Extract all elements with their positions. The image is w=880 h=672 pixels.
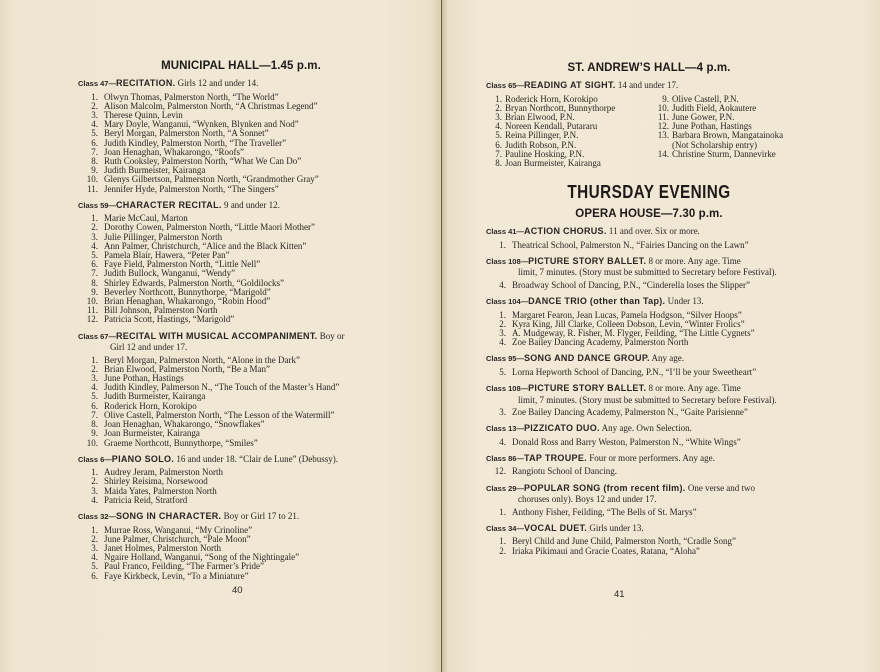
entry-number: 1. bbox=[91, 354, 98, 365]
entry-text: Roderick Horn, Korokipo bbox=[505, 93, 598, 104]
class-title: PICTURE STORY BALLET. bbox=[528, 255, 647, 266]
entry-text: Iriaka Pikimaui and Gracie Coates, Ratana, “Aloha” bbox=[512, 545, 700, 556]
entry-number: 12. bbox=[657, 121, 669, 132]
entry-text: Beryl Child and June Child, Palmerston North, “Cradle Song” bbox=[512, 536, 736, 547]
entry-number: 4. bbox=[91, 119, 98, 130]
entry-text: (Not Scholarship entry) bbox=[671, 139, 757, 150]
list-item bbox=[78, 185, 404, 194]
list-item bbox=[486, 467, 812, 476]
entry-number: 1. bbox=[499, 309, 506, 320]
entry-text: Faye Field, Palmerston North, “Little Nell” bbox=[104, 259, 261, 270]
entry-number: 9. bbox=[91, 428, 98, 439]
entry-text: June Palmer, Christchurch, “Pale Moon” bbox=[104, 533, 251, 544]
entry-number: 1. bbox=[499, 536, 506, 547]
entry-number: 4. bbox=[499, 279, 506, 290]
entry-number: 8. bbox=[91, 155, 98, 166]
class-heading bbox=[78, 511, 404, 523]
entry-number: 5. bbox=[91, 250, 98, 261]
entry-text: Bill Johnson, Palmerston North bbox=[104, 305, 218, 316]
entry-number: 9. bbox=[91, 286, 98, 297]
entry-text: Faye Kirkbeck, Levin, “To a Miniature” bbox=[104, 570, 249, 581]
entry-text: A. Mudgeway, R. Fisher, M. Flyger, Feilding, “The Little Cygnets” bbox=[512, 327, 755, 338]
entry-list bbox=[486, 467, 812, 476]
reading-entries bbox=[486, 95, 812, 169]
class-description: 14 and under 17. bbox=[617, 80, 679, 90]
entry-text: Glenys Gilbertson, Palmerston North, “Grandmother Gray” bbox=[104, 174, 319, 185]
class-heading bbox=[486, 256, 812, 278]
list-item bbox=[486, 338, 812, 347]
class-number: Class 59— bbox=[78, 200, 116, 210]
entry-text: Judith Kindley, Palmerson N., “The Touch of the Master’s Hand” bbox=[104, 382, 340, 393]
class-description: Girls under 13. bbox=[589, 522, 644, 533]
class-heading bbox=[486, 353, 812, 365]
class-heading bbox=[78, 454, 404, 466]
entry-text: June Pothan, Hastings bbox=[671, 121, 752, 132]
class-title: VOCAL DUET. bbox=[523, 522, 588, 533]
entry-number: 1. bbox=[495, 93, 502, 104]
entry-text: Judith Burmeister, Kairanga bbox=[104, 165, 206, 176]
entry-text: Reina Pillinger, P.N. bbox=[505, 130, 579, 141]
class-title: ACTION CHORUS. bbox=[523, 226, 607, 237]
class-number: Class 32— bbox=[78, 512, 116, 522]
entry-text: Brian Henaghan, Whakarongo, “Robin Hood” bbox=[104, 296, 271, 307]
entry-number: 12. bbox=[494, 466, 506, 477]
entry-text: Julie Pillinger, Palmerston North bbox=[104, 231, 223, 242]
right-page bbox=[442, 0, 880, 672]
entry-number: 2. bbox=[91, 476, 98, 487]
entry-number: 6. bbox=[91, 570, 98, 581]
class-title: TAP TROUPE. bbox=[523, 452, 587, 463]
class-title: SONG IN CHARACTER. bbox=[115, 511, 222, 522]
entry-text: Pauline Hosking, P.N. bbox=[505, 148, 585, 159]
entry-list bbox=[78, 526, 404, 581]
entry-text: Christine Sturm, Dannevirke bbox=[671, 148, 776, 159]
class-description: Boy or bbox=[319, 330, 345, 341]
entry-number: 8. bbox=[91, 277, 98, 288]
class-description: 16 and under 18. “Clair de Lune” (Debussy). bbox=[176, 453, 339, 464]
entry-number: 2. bbox=[91, 222, 98, 233]
entry-text: Margaret Fearon, Jean Lucas, Pamela Hodgson, “Silver Hoops” bbox=[512, 309, 742, 320]
entry-number: 11. bbox=[87, 183, 98, 194]
entry-number: 6. bbox=[91, 400, 98, 411]
entry-text: Brian Elwood, P.N. bbox=[505, 111, 575, 122]
entry-number: 4. bbox=[91, 494, 98, 505]
entry-list bbox=[486, 508, 812, 517]
class-title: PIANO SOLO. bbox=[111, 453, 175, 464]
class-number: Class 65— bbox=[486, 81, 524, 90]
class-number: Class 13— bbox=[486, 424, 524, 434]
entry-number: 14. bbox=[657, 148, 669, 159]
entry-number: 10. bbox=[86, 296, 98, 307]
entry-text: Rangiotu School of Dancing. bbox=[512, 466, 617, 477]
list-item bbox=[486, 241, 812, 250]
entry-list bbox=[486, 408, 812, 417]
class-description: Boy or Girl 17 to 21. bbox=[223, 511, 300, 522]
entry-number: 3. bbox=[91, 231, 98, 242]
class-description-continued: Girl 12 and under 17. bbox=[110, 342, 188, 353]
entry-number: 5. bbox=[91, 128, 98, 139]
list-item bbox=[653, 150, 812, 159]
entry-text: Marie McCaul, Marton bbox=[104, 213, 188, 224]
list-item bbox=[486, 438, 812, 447]
class-heading bbox=[486, 423, 812, 435]
entry-text: Audrey Jeram, Palmerston North bbox=[104, 467, 223, 478]
entry-list bbox=[486, 281, 812, 290]
entry-text: Ann Palmer, Christchurch, “Alice and the Black Kitten” bbox=[104, 240, 307, 251]
class-title: DANCE TRIO (other than Tap). bbox=[528, 296, 666, 307]
entry-number: 3. bbox=[91, 109, 98, 120]
entry-number: 2. bbox=[91, 533, 98, 544]
entry-text: Pamela Blair, Hawera, “Peter Pan” bbox=[104, 250, 230, 261]
entry-text: Barbara Brown, Mangatainoka bbox=[671, 130, 784, 141]
class-number: Class 104— bbox=[486, 297, 529, 307]
entry-text: Broadway School of Dancing, P.N., “Cinderella loses the Slipper” bbox=[512, 279, 750, 290]
entry-number: 2. bbox=[495, 102, 502, 113]
entry-text: Olive Castell, P.N. bbox=[671, 93, 739, 104]
class-heading bbox=[486, 226, 812, 238]
entry-list-column-1 bbox=[486, 95, 653, 169]
class-number: Class 6— bbox=[78, 454, 112, 464]
entry-number: 4. bbox=[91, 552, 98, 563]
entry-list bbox=[486, 537, 812, 555]
class-description-continued: limit, 7 minutes. (Story must be submitted to Secretary before Festival). bbox=[518, 394, 777, 405]
entry-number: 3. bbox=[91, 485, 98, 496]
entry-text: Brian Elwood, Palmerston North, “Be a Man” bbox=[104, 363, 270, 374]
entry-number: 1. bbox=[91, 524, 98, 535]
class-title: PIZZICATO DUO. bbox=[523, 423, 600, 434]
entry-text: Therese Quinn, Levin bbox=[104, 109, 183, 120]
class-title: READING AT SIGHT. bbox=[523, 80, 616, 90]
class-heading bbox=[486, 483, 812, 505]
entry-list bbox=[486, 241, 812, 250]
entry-list bbox=[78, 214, 404, 324]
list-item bbox=[78, 572, 404, 581]
entry-number: 12. bbox=[86, 314, 98, 325]
list-item bbox=[486, 508, 812, 517]
entry-text: Janet Holmes, Palmerston North bbox=[104, 542, 221, 553]
class-description: 8 or more. Any age. Time bbox=[648, 383, 741, 394]
entry-text: Beryl Morgan, Palmerston North, “A Sonnet” bbox=[104, 128, 269, 139]
class-title: PICTURE STORY BALLET. bbox=[528, 383, 647, 394]
entry-number: 3. bbox=[91, 373, 98, 384]
entry-text: Patricia Reid, Stratford bbox=[104, 494, 188, 505]
entry-text: Joan Henaghan, Whakarongo, “Snowflakes” bbox=[104, 419, 265, 430]
entry-number: 2. bbox=[499, 545, 506, 556]
entry-text: Paul Franco, Feilding, “The Farmer’s Pride” bbox=[104, 561, 265, 572]
class-number: Class 47— bbox=[78, 79, 116, 88]
entry-text: Dorothy Cowen, Palmerston North, “Little Maori Mother” bbox=[104, 222, 315, 233]
entry-text: Beverley Northcott, Bunnythorpe, “Marigold” bbox=[104, 286, 271, 297]
entry-number: 4. bbox=[499, 337, 506, 348]
class-heading bbox=[486, 453, 812, 465]
entry-text: Noreen Kendall, Putararu bbox=[505, 121, 598, 132]
entry-text: Zoe Bailey Dancing Academy, Palmerston N., “Gaite Parisienne” bbox=[512, 407, 748, 418]
entry-text: Zoe Bailey Dancing Academy, Palmerston North bbox=[512, 337, 689, 348]
entry-text: Kyra King, Jill Clarke, Colleen Dobson, Levin, “Winter Frolics” bbox=[512, 318, 745, 329]
entry-text: Olive Castell, Palmerston North, “The Lesson of the Watermill” bbox=[104, 409, 335, 420]
list-item bbox=[78, 439, 404, 448]
entry-number: 3. bbox=[499, 327, 506, 338]
entry-number: 7. bbox=[91, 268, 98, 279]
class-description-continued: limit, 7 minutes. (Story must be submitted to Secretary before Festival). bbox=[518, 267, 777, 278]
page-number: 40 bbox=[232, 585, 243, 596]
entry-text: June Gower, P.N. bbox=[671, 111, 735, 122]
entry-number: 10. bbox=[86, 437, 98, 448]
entry-list bbox=[486, 438, 812, 447]
entry-text: Olwyn Thomas, Palmerston North, “The World” bbox=[104, 91, 279, 102]
entry-text: Joan Burmeister, Kairanga bbox=[505, 157, 601, 168]
entry-number: 4. bbox=[495, 121, 502, 132]
entry-text: Donald Ross and Barry Weston, Palmerston N., “White Wings” bbox=[512, 436, 741, 447]
evening-heading: THURSDAY EVENING bbox=[567, 182, 731, 203]
entry-text: Anthony Fisher, Feilding, “The Bells of St. Marys” bbox=[512, 506, 697, 517]
entry-number: 5. bbox=[91, 391, 98, 402]
class-heading bbox=[486, 523, 812, 535]
entry-number: 7. bbox=[495, 148, 502, 159]
list-item bbox=[78, 315, 404, 324]
entry-number: 3. bbox=[495, 111, 502, 122]
class-description-continued: choruses only). Boys 12 and under 17. bbox=[518, 494, 657, 505]
entry-text: June Pothan, Hastings bbox=[104, 373, 184, 384]
right-page-content bbox=[486, 62, 812, 562]
entry-text: Maida Yates, Palmerston North bbox=[104, 485, 217, 496]
entry-number: 1. bbox=[91, 91, 98, 102]
left-page-content bbox=[78, 60, 404, 587]
class-description: 9 and under 12. bbox=[223, 199, 280, 210]
entry-text: Patricia Scott, Hastings, “Marigold” bbox=[104, 314, 235, 325]
entry-number: 6. bbox=[495, 139, 502, 150]
entry-text: Judith Bullock, Wanganui, “Wendy” bbox=[104, 268, 236, 279]
class-title: CHARACTER RECITAL. bbox=[115, 199, 222, 210]
hall-heading: OPERA HOUSE—7.30 p.m. bbox=[575, 208, 723, 221]
entry-number: 10. bbox=[657, 102, 669, 113]
class-number: Class 41— bbox=[486, 227, 524, 237]
entry-number: 6. bbox=[91, 137, 98, 148]
entry-text: Beryl Morgan, Palmerston North, “Alone in the Dark” bbox=[104, 354, 301, 365]
class-heading bbox=[78, 200, 404, 212]
entry-list bbox=[78, 356, 404, 448]
entry-text: Ruth Cooksley, Palmerston North, “What We Can Do” bbox=[104, 155, 302, 166]
page-number: 41 bbox=[614, 589, 625, 600]
entry-number: 3. bbox=[499, 407, 506, 418]
class-heading bbox=[486, 80, 812, 92]
entry-number: 5. bbox=[495, 130, 502, 141]
evening-classes bbox=[486, 226, 812, 556]
entry-number: 2. bbox=[499, 318, 506, 329]
entry-text: Lorna Hepworth School of Dancing, P.N., “I’ll be your Sweetheart” bbox=[512, 366, 757, 377]
class-number: Class 108— bbox=[486, 384, 529, 394]
entry-number: 1. bbox=[91, 213, 98, 224]
entry-list bbox=[486, 311, 812, 348]
entry-number: 13. bbox=[657, 130, 669, 141]
class-number: Class 86— bbox=[486, 453, 524, 463]
entry-number: 7. bbox=[91, 146, 98, 157]
class-description: Four or more performers. Any age. bbox=[589, 452, 715, 463]
entry-number: 5. bbox=[91, 561, 98, 572]
entry-list bbox=[78, 468, 404, 505]
class-description: 11 and over. Six or more. bbox=[608, 226, 700, 237]
entry-number: 4. bbox=[499, 436, 506, 447]
entry-number: 11. bbox=[87, 305, 98, 316]
entry-number: 1. bbox=[499, 506, 506, 517]
entry-text: Shirley Reisima, Norsewood bbox=[104, 476, 208, 487]
list-item bbox=[486, 547, 812, 556]
list-item bbox=[78, 496, 404, 505]
entry-text: Joan Burmeister, Kairanga bbox=[104, 428, 200, 439]
entry-number: 7. bbox=[91, 409, 98, 420]
entry-text: Jennifer Hyde, Palmerston North, “The Singers” bbox=[104, 183, 279, 194]
class-description: Any age. bbox=[651, 353, 685, 364]
entry-number: 3. bbox=[91, 542, 98, 553]
class-heading bbox=[78, 331, 404, 353]
entry-text: Murrae Ross, Wanganui, “My Crinoline” bbox=[104, 524, 253, 535]
entry-number: 4. bbox=[91, 382, 98, 393]
class-number: Class 95— bbox=[486, 354, 524, 364]
entry-number: 11. bbox=[658, 111, 669, 122]
class-description: Under 13. bbox=[667, 296, 704, 307]
entry-text: Bryan Northcott, Bunnythorpe bbox=[505, 102, 616, 113]
class-title: POPULAR SONG (from recent film). bbox=[523, 482, 686, 493]
entry-text: Judith Burmeister, Kairanga bbox=[104, 391, 206, 402]
hall-heading: MUNICIPAL HALL—1.45 p.m. bbox=[161, 60, 321, 72]
entry-number: 2. bbox=[91, 100, 98, 111]
class-number: Class 108— bbox=[486, 256, 529, 266]
list-item bbox=[486, 281, 812, 290]
class-number: Class 67— bbox=[78, 331, 116, 341]
class-description: Any age. Own Selection. bbox=[601, 423, 692, 434]
entry-text: Roderick Horn, Korokipo bbox=[104, 400, 197, 411]
list-item bbox=[486, 368, 812, 377]
hall-heading: ST. ANDREW’S HALL—4 p.m. bbox=[567, 62, 731, 74]
entry-number: 5. bbox=[499, 366, 506, 377]
class-description: Girls 12 and under 14. bbox=[177, 78, 259, 88]
entry-number: 4. bbox=[91, 240, 98, 251]
entry-text: Shirley Edwards, Palmerston North, “Goldilocks” bbox=[104, 277, 284, 288]
entry-number: 8. bbox=[91, 419, 98, 430]
entry-list-column-2 bbox=[653, 95, 812, 169]
entry-text: Joan Henaghan, Whakarongo, “Roofs” bbox=[104, 146, 245, 157]
entry-number: 6. bbox=[91, 259, 98, 270]
class-number: Class 34— bbox=[486, 523, 524, 533]
entry-text: Mary Doyle, Wanganui, “Wynken, Blynken and Nod” bbox=[104, 119, 299, 130]
class-heading bbox=[486, 296, 812, 308]
class-title: RECITAL WITH MUSICAL ACCOMPANIMENT. bbox=[115, 330, 318, 341]
class-number: Class 29— bbox=[486, 483, 524, 493]
entry-text: Judith Robson, P.N. bbox=[505, 139, 577, 150]
entry-number: 9. bbox=[91, 165, 98, 176]
entry-text: Graeme Northcott, Bunnythorpe, “Smiles” bbox=[104, 437, 258, 448]
class-title: SONG AND DANCE GROUP. bbox=[523, 353, 650, 364]
class-heading bbox=[78, 78, 404, 90]
class-description: 8 or more. Any age. Time bbox=[648, 255, 741, 266]
entry-text: Ngaire Holland, Wanganui, “Song of the Nightingale” bbox=[104, 552, 300, 563]
entry-text: Theatrical School, Palmerston N., “Fairies Dancing on the Lawn” bbox=[512, 239, 749, 250]
entry-text: Alison Malcolm, Palmerston North, “A Christmas Legend” bbox=[104, 100, 318, 111]
entry-text: Judith Field, Aokautere bbox=[671, 102, 757, 113]
class-heading bbox=[486, 383, 812, 405]
entry-number: 8. bbox=[495, 157, 502, 168]
entry-number: 1. bbox=[91, 467, 98, 478]
entry-list bbox=[78, 93, 404, 194]
list-item bbox=[486, 408, 812, 417]
entry-number: 1. bbox=[499, 239, 506, 250]
class-description: One verse and two bbox=[687, 482, 756, 493]
class-title: RECITATION. bbox=[115, 78, 176, 88]
entry-number: 9. bbox=[662, 93, 669, 104]
entry-list bbox=[486, 368, 812, 377]
entry-number: 2. bbox=[91, 363, 98, 374]
entry-text: Judith Kindley, Palmerston North, “The Traveller” bbox=[104, 137, 287, 148]
entry-number: 10. bbox=[86, 174, 98, 185]
list-item bbox=[486, 159, 653, 168]
